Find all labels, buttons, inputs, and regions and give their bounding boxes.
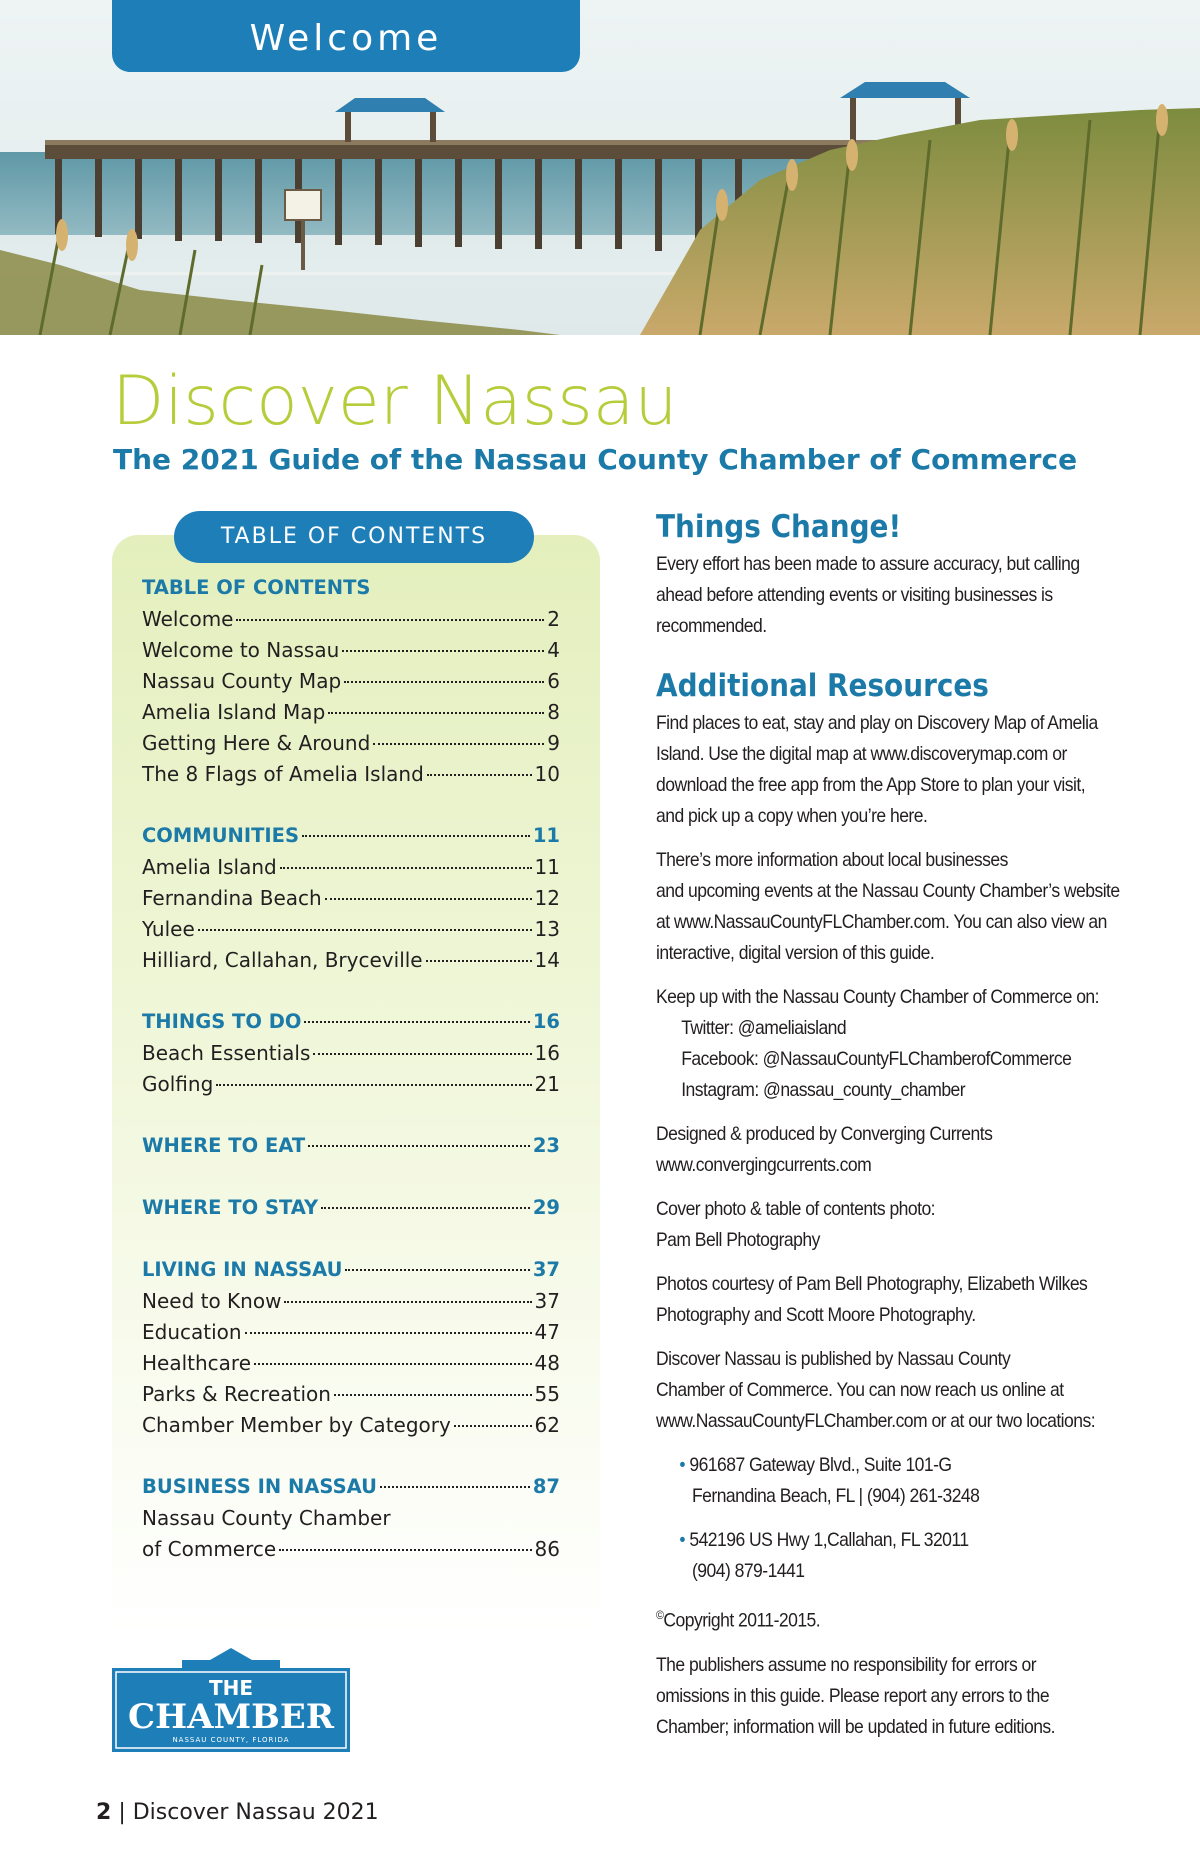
toc-page-number: 14 [534,948,560,972]
toc-list [142,576,560,1568]
toc-entry-label: Amelia Island Map [142,700,326,724]
toc-section-heading [142,1258,560,1289]
toc-leader-dots [344,681,544,683]
publisher-info: Discover Nassau is published by Nassau County Chamber of Commerce. You can now reach us online at www.NassauCountyFLChamber.com or at our two locations: [656,1348,1096,1432]
toc-page-number: 10 [534,762,560,786]
logo-text-county: NASSAU COUNTY, FLORIDA [172,1736,290,1744]
toc-entry-label: THINGS TO DO [142,1010,302,1033]
toc-entry [142,1413,560,1444]
toc-leader-dots [325,898,532,900]
toc-entry-label: Education [142,1320,242,1344]
toc-entry [142,700,560,731]
location-callahan: • 542196 US Hwy 1,Callahan, FL 32011 (904) 879-1441 [679,1529,969,1582]
toc-page-number: 86 [534,1537,560,1561]
toc-entry-label: Getting Here & Around [142,731,371,755]
toc-page-number: 13 [534,917,560,941]
toc-page-number: 62 [534,1413,560,1437]
disclaimer: The publishers assume no responsibility for errors or omissions in this guide. Please report any errors to the Chamber; information will be updated in future editions. [656,1653,1056,1738]
toc-entry-label: Chamber Member by Category [142,1413,451,1437]
toc-page-number: 55 [534,1382,560,1406]
toc-section-heading [142,576,560,607]
toc-page-number: 12 [534,886,560,910]
toc-page-number: 87 [532,1475,560,1498]
toc-entry-label: Welcome [142,607,234,631]
toc-entry [142,1289,560,1320]
toc-entry-label: BUSINESS IN NASSAU [142,1475,377,1498]
page-subtitle: The 2021 Guide of the Nassau County Chamber of Commerce [113,443,1078,476]
toc-leader-dots [373,743,544,745]
toc-entry [142,1537,560,1568]
page-footer [96,1800,379,1825]
toc-page-number: 23 [532,1134,560,1157]
footer-publication: Discover Nassau 2021 [132,1800,379,1825]
bullet-icon: • [679,1529,690,1551]
toc-entry-label: Parks & Recreation [142,1382,331,1406]
toc-leader-dots [426,960,532,962]
instagram-handle: Instagram: @nassau_county_chamber [681,1079,966,1101]
toc-entry-label: The 8 Flags of Amelia Island [142,762,424,786]
toc-section-heading [142,1475,560,1506]
facebook-handle: Facebook: @NassauCountyFLChamberofCommerce [681,1048,1072,1070]
social-links: Keep up with the Nassau County Chamber of Commerce on: Twitter: @ameliaisland Facebook: @NassauCountyFLChamberofCommerce Instagram: @nassau_county_chamber [656,982,1126,1106]
toc-leader-dots [302,835,530,837]
photos-credit: Photos courtesy of Pam Bell Photography, Elizabeth Wilkes Photography and Scott Moore Photography. [656,1273,1088,1326]
toc-entry-label: Golfing [142,1072,214,1096]
toc-leader-dots [236,619,544,621]
toc-entry [142,607,560,638]
toc-entry-label: Amelia Island [142,855,277,879]
toc-entry-label: WHERE TO STAY [142,1196,319,1219]
cover-photo-credit: Cover photo & table of contents photo: Pam Bell Photography [656,1198,936,1251]
toc-page-number: 47 [534,1320,560,1344]
toc-page-number: 11 [532,824,560,847]
toc-entry-label: COMMUNITIES [142,824,300,847]
toc-page-number: 11 [534,855,560,879]
chamber-logo [112,1648,350,1752]
toc-entry [142,638,560,669]
toc-tab: TABLE OF CONTENTS [174,511,534,563]
toc-leader-dots [198,929,532,931]
toc-page-number: 37 [532,1258,560,1281]
copyright-notice: ©Copyright 2011-2015. [656,1608,821,1632]
toc-leader-dots [345,1269,529,1271]
toc-page-number: 9 [547,731,560,755]
toc-entry [142,948,560,979]
things-change-text: Every effort has been made to assure accuracy, but calling ahead before attending events or visiting businesses is recommended. [656,553,1080,637]
toc-page-number: 6 [547,669,560,693]
footer-separator: | [118,1800,126,1825]
toc-leader-dots [279,1549,531,1551]
toc-leader-dots [380,1486,530,1488]
toc-leader-dots [334,1394,532,1396]
toc-leader-dots [454,1425,532,1427]
toc-page-number: 29 [532,1196,560,1219]
toc-entry-label: Welcome to Nassau [142,638,340,662]
toc-leader-dots [280,867,532,869]
toc-entry [142,855,560,886]
toc-page-number: 2 [547,607,560,631]
page-number: 2 [96,1800,112,1825]
toc-section-heading [142,1134,560,1165]
bullet-icon: • [679,1454,690,1476]
toc-leader-dots [254,1363,532,1365]
toc-leader-dots [342,650,544,652]
location-fernandina: • 961687 Gateway Blvd., Suite 101-G Fernandina Beach, FL | (904) 261-3248 [679,1454,980,1507]
toc-entry-label: of Commerce [142,1537,277,1561]
toc-leader-dots [304,1021,529,1023]
toc-leader-dots [321,1207,530,1209]
toc-entry-label: WHERE TO EAT [142,1134,306,1157]
toc-entry-label: Hilliard, Callahan, Bryceville [142,948,423,972]
toc-entry-label: Nassau County Chamber [142,1506,391,1530]
toc-entry-label: Beach Essentials [142,1041,311,1065]
toc-page-number: 8 [547,700,560,724]
toc-entry [142,669,560,700]
info-column [656,505,1126,1743]
things-change-heading: Things Change! [656,509,902,545]
toc-leader-dots [427,774,532,776]
toc-entry-label: TABLE OF CONTENTS [142,576,371,599]
section-tab-welcome: Welcome [112,0,580,72]
toc-entry-label: Nassau County Map [142,669,342,693]
resources-discovery-map: Find places to eat, stay and play on Discovery Map of Amelia Island. Use the digital map at www.discoverymap.com or download the free app from the App Store to plan your visit, and pick up a copy when you’re here. [656,712,1098,827]
toc-section-heading [142,1010,560,1041]
toc-entry [142,1320,560,1351]
toc-page-number: 16 [534,1041,560,1065]
resources-website: There’s more information about local businesses and upcoming events at the Nassau County Chamber’s website at www.NassauCountyFLChamber.com. You can also view an interactive, digital version of this guide. [656,849,1120,964]
toc-entry-label: Need to Know [142,1289,282,1313]
toc-leader-dots [313,1053,531,1055]
toc-entry-label: Healthcare [142,1351,252,1375]
toc-entry [142,1351,560,1382]
toc-entry [142,762,560,793]
toc-entry-label: Yulee [142,917,195,941]
toc-entry [142,886,560,917]
toc-entry [142,1041,560,1072]
toc-entry [142,917,560,948]
toc-leader-dots [328,712,544,714]
toc-entry [142,1072,560,1103]
toc-section-heading [142,824,560,855]
page-title: Discover Nassau [112,362,678,441]
toc-section-heading [142,1196,560,1227]
toc-entry [142,1506,560,1537]
twitter-handle: Twitter: @ameliaisland [681,1017,847,1039]
toc-page-number: 16 [532,1010,560,1033]
toc-leader-dots [216,1084,531,1086]
toc-leader-dots [308,1145,530,1147]
logo-text-chamber: CHAMBER [127,1697,335,1737]
toc-page-number: 4 [547,638,560,662]
resources-heading: Additional Resources [656,668,989,704]
design-credit: Designed & produced by Converging Currents www.convergingcurrents.com [656,1123,993,1176]
toc-entry-label: LIVING IN NASSAU [142,1258,343,1281]
toc-page-number: 37 [534,1289,560,1313]
toc-page-number: 21 [534,1072,560,1096]
toc-leader-dots [245,1332,532,1334]
toc-leader-dots [284,1301,531,1303]
toc-entry-label: Fernandina Beach [142,886,322,910]
toc-entry [142,1382,560,1413]
logo-text-the: THE [208,1676,254,1700]
toc-entry [142,731,560,762]
toc-page-number: 48 [534,1351,560,1375]
